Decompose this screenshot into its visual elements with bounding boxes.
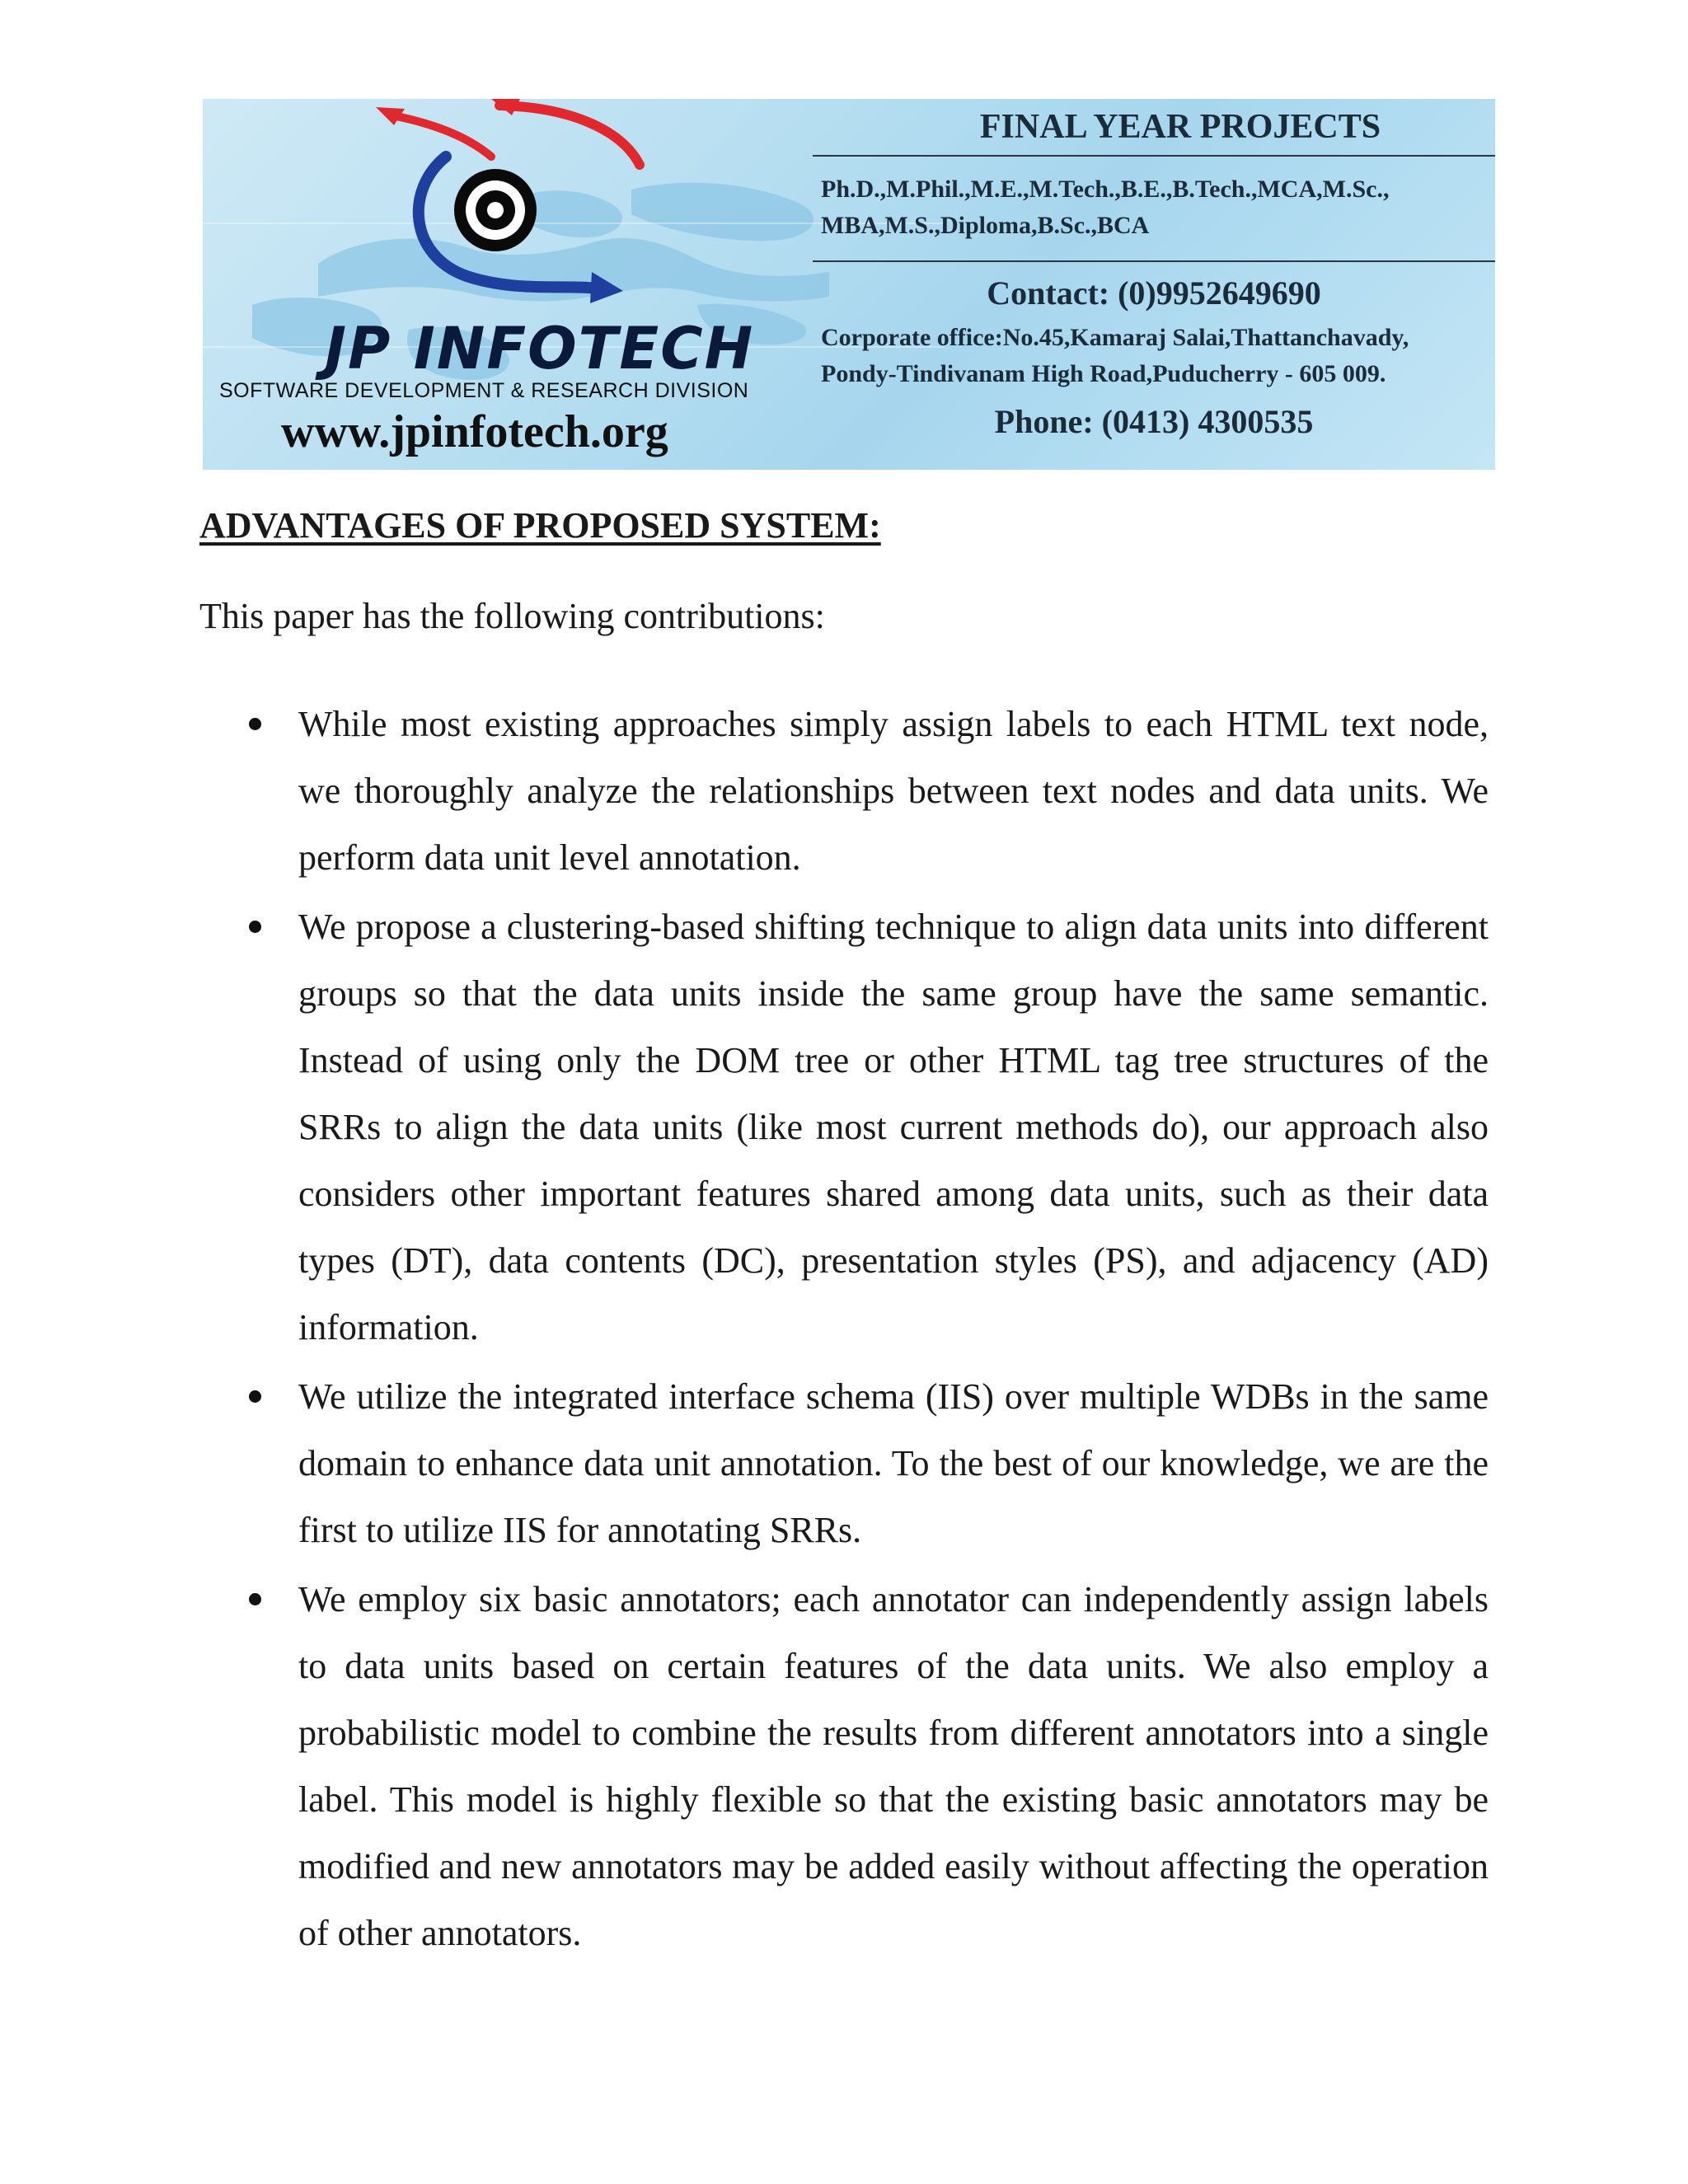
banner-divider (813, 155, 1495, 157)
bullet-icon (249, 1593, 261, 1605)
intro-paragraph: This paper has the following contributions: (199, 596, 825, 636)
section-heading: ADVANTAGES OF PROPOSED SYSTEM: (199, 505, 881, 546)
list-item (199, 1363, 1489, 1563)
brand-name: JP INFOTECH (325, 315, 755, 382)
list-item-text: We propose a clustering-based shifting technique to align data units into different groups so that the data units inside the same group have the same semantic. Instead of using only the DOM tree or other HTML tag tree structures of the SRRs to align the data units (like most current methods do), our approach also considers other important features shared among data units, such as their data types (DT), data contents (DC), presentation styles (PS), and adjacency (AD) information. (298, 907, 1489, 1347)
office-address: Corporate office:No.45,Kamaraj Salai,Thattanchavady, Pondy-Tindivanam High Road,Puducherry - 605 009. (821, 324, 1409, 387)
contact-number: Contact: (0)9952649690 (987, 274, 1321, 312)
banner-title: FINAL YEAR PROJECTS (979, 108, 1381, 146)
bullet-icon (249, 718, 261, 730)
banner-divider (813, 260, 1495, 262)
list-item-text: We employ six basic annotators; each annotator can independently assign labels to data units based on certain features of the data units. We also employ a probabilistic model to combine the results from different annotators into a single label. This model is highly flexible so that the existing basic annotators may be modified and new annotators may be added easily without affecting the operation of other annotators. (298, 1579, 1489, 1953)
list-item (199, 893, 1489, 1361)
bullet-icon (249, 1390, 261, 1403)
bullet-icon (249, 921, 261, 933)
degrees-list: Ph.D.,M.Phil.,M.E.,M.Tech.,B.E.,B.Tech.,MCA,M.Sc., MBA,M.S.,Diploma,B.Sc.,BCA (821, 176, 1390, 239)
phone-number: Phone: (0413) 4300535 (994, 403, 1314, 440)
list-item-text: We utilize the integrated interface schema (IIS) over multiple WDBs in the same domain to enhance data unit annotation. To the best of our knowledge, we are the first to utilize IIS for annotating SRRs. (298, 1376, 1489, 1550)
list-item-text: While most existing approaches simply assign labels to each HTML text node, we thoroughly analyze the relationships between text nodes and data units. We perform data unit level annotation. (298, 704, 1489, 878)
list-item (199, 691, 1489, 891)
website-link[interactable]: www.jpinfotech.org (281, 406, 668, 457)
target-logo-icon (326, 99, 755, 330)
contributions-list (199, 691, 1489, 1969)
list-item (199, 1566, 1489, 1966)
header-banner (203, 99, 1495, 470)
brand-subtitle: SOFTWARE DEVELOPMENT & RESEARCH DIVISION (219, 379, 749, 402)
